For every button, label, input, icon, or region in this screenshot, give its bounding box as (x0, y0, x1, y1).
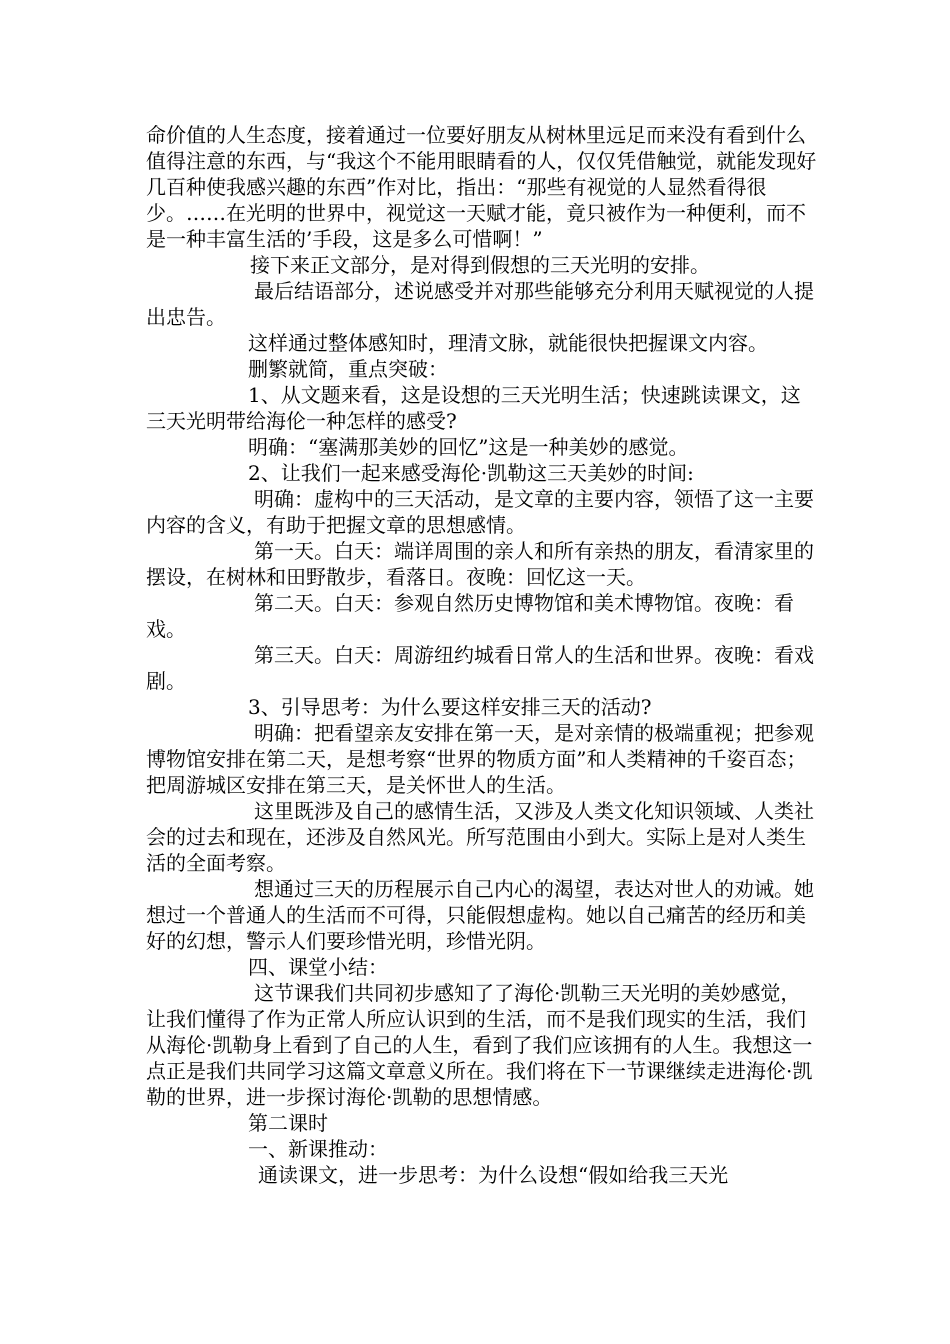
answer-two: 明确：虚构中的三天活动，是文章的主要内容，领悟了这一主要内容的含义，有助于把握文章的思想感情。 (146, 487, 814, 537)
paragraph-read-through: 通读课文，进一步思考：为什么设想“假如给我三天光 (258, 1163, 729, 1187)
paragraph-conclusion-part: 最后结语部分，述说感受并对那些能够充分利用天赋视觉的人提出忠告。 (146, 279, 814, 329)
question-three: 3、引导思考：为什么要这样安排三天的活动? (248, 695, 652, 719)
paragraph-summary: 这节课我们共同初步感知了了海伦·凯勒三天光明的美妙感觉，让我们懂得了作为正常人所应认识到的生活，而不是我们现实的生活，我们从海伦·凯勒身上看到了自己的人生，看到了我们应该拥有的人生。我想这一点正是我们共同学习这篇文章意义所在。我们将在下一节课继续走进海伦·凯勒的世界，进一步探讨海伦·凯勒的思想情感。 (146, 981, 813, 1109)
section-heading-new-lesson: 一、新课推动： (248, 1137, 388, 1161)
paragraph-scope: 这里既涉及自己的感情生活，又涉及人类文化知识领域、人类社会的过去和现在，还涉及自然风光。所写范围由小到大。实际上是对人类生活的全面考察。 (146, 799, 814, 875)
question-one: 1、从文题来看，这是设想的三天光明生活；快速跳读课文，这三天光明带给海伦一种怎样的感受? (146, 383, 801, 433)
answer-three: 明确：把看望亲友安排在第一天，是对亲情的极端重视；把参观博物馆安排在第二天，是想考察“世界的物质方面”和人类精神的千姿百态；把周游城区安排在第三天，是关怀世人的生活。 (146, 721, 814, 797)
paragraph-overall-perception: 这样通过整体感知时，理清文脉，就能很快把握课文内容。 (248, 331, 768, 355)
question-two: 2、让我们一起来感受海伦·凯勒这三天美妙的时间: (248, 461, 694, 485)
paragraph-intent: 想通过三天的历程展示自己内心的渴望，表达对世人的劝诫。她想过一个普通人的生活而不可得，只能假想虚构。她以自己痛苦的经历和美好的幻想，警示人们要珍惜光明，珍惜光阴。 (146, 877, 814, 953)
paragraph-main-body: 接下来正文部分，是对得到假想的三天光明的安排。 (250, 253, 710, 277)
day-one: 第一天。白天：端详周围的亲人和所有亲热的朋友，看清家里的摆设，在树林和田野散步，看落日。夜晚：回忆这一天。 (146, 539, 814, 589)
section-heading-summary: 四、课堂小结： (248, 955, 388, 979)
day-three: 第三天。白天：周游纽约城看日常人的生活和世界。夜晚：看戏剧。 (146, 643, 814, 693)
document-body (146, 122, 818, 1188)
section-heading-simplify: 删繁就简，重点突破： (248, 357, 448, 381)
paragraph-intro-continued: 命价值的人生态度，接着通过一位要好朋友从树林里远足而来没有看到什么值得注意的东西，与“我这个不能用眼睛看的人，仅仅凭借触觉，就能发现好几百种使我感兴趣的东西”作对比，指出：“那些有视觉的人显然看得很少。……在光明的世界中，视觉这一天赋才能，竟只被作为一种便利，而不是一种丰富生活的’手段，这是多么可惜啊！” (146, 123, 817, 251)
section-heading-second-lesson: 第二课时 (248, 1111, 328, 1135)
answer-one: 明确：“塞满那美妙的回忆”这是一种美妙的感觉。 (248, 435, 689, 459)
day-two: 第二天。白天：参观自然历史博物馆和美术博物馆。夜晚：看戏。 (146, 591, 794, 641)
